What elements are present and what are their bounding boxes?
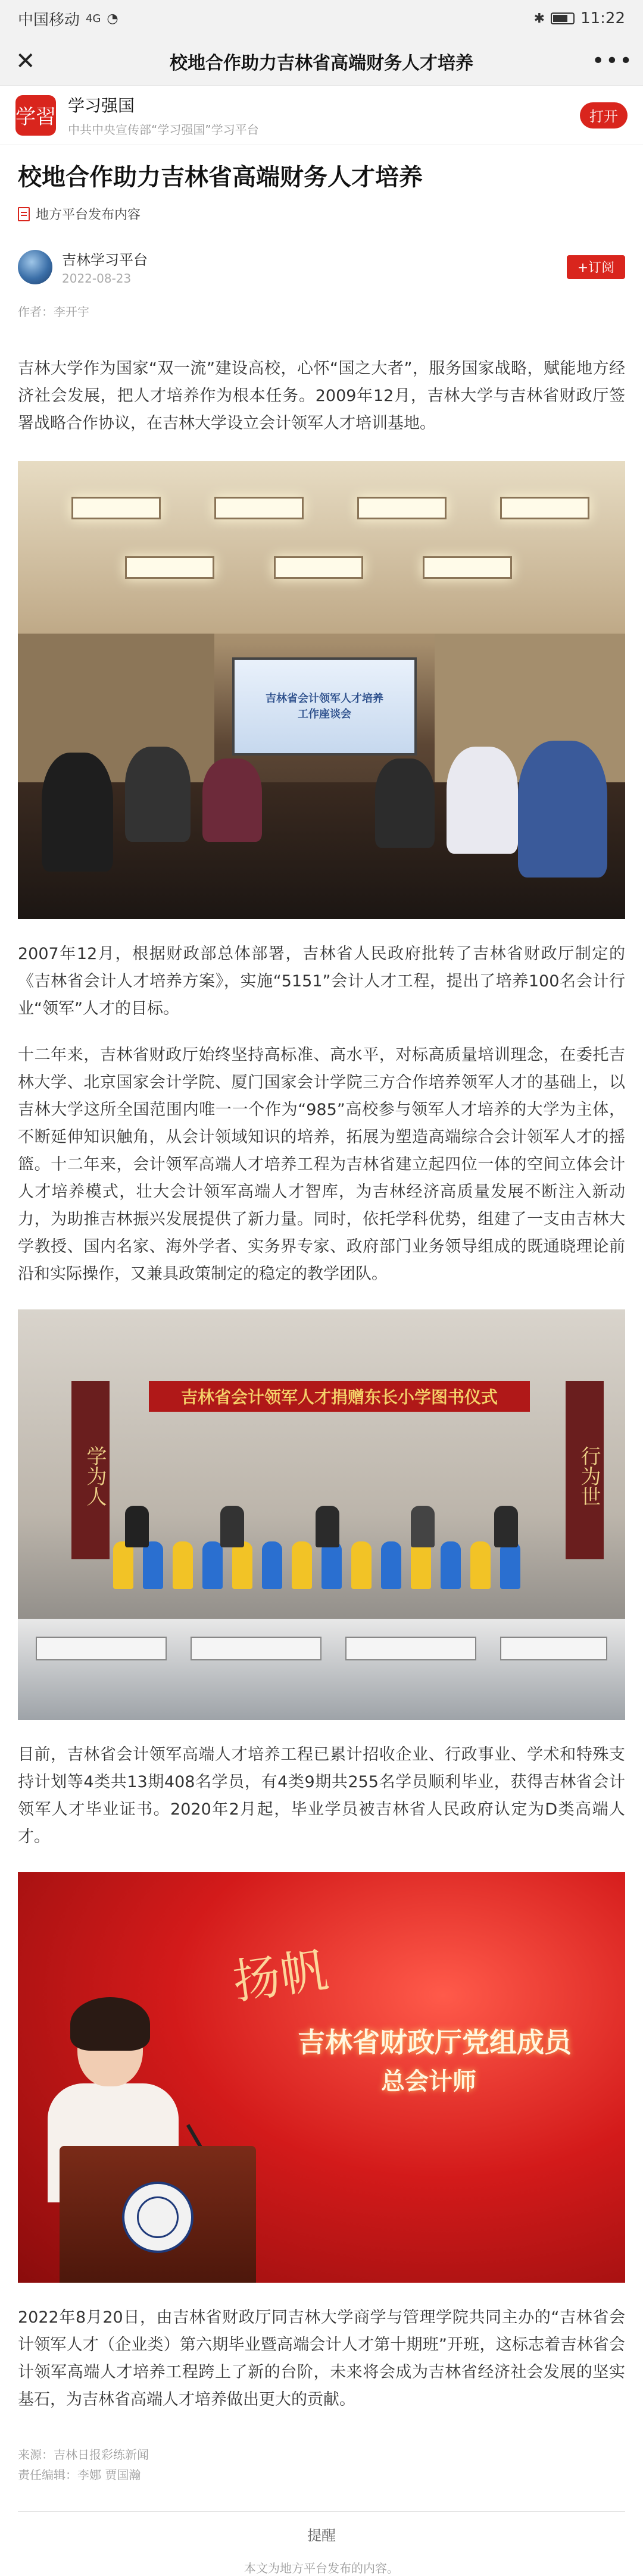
close-icon[interactable]: ✕ bbox=[15, 47, 36, 75]
desk bbox=[36, 1637, 167, 1660]
notice bbox=[18, 2511, 625, 2576]
screen-title-line2: 工作座谈会 bbox=[298, 707, 351, 720]
ceremony-photo bbox=[18, 1309, 625, 1720]
ceiling-light bbox=[357, 497, 447, 519]
bluetooth-icon: ✱ bbox=[533, 11, 545, 26]
app-name: 学习强国 bbox=[68, 96, 135, 115]
child bbox=[500, 1541, 520, 1589]
pillar-right: 行为世 bbox=[566, 1381, 604, 1559]
child bbox=[470, 1541, 491, 1589]
nav-bar bbox=[0, 37, 643, 86]
child bbox=[202, 1541, 223, 1589]
ceremony-banner bbox=[149, 1381, 530, 1412]
adult bbox=[411, 1506, 435, 1547]
university-emblem bbox=[122, 2182, 193, 2253]
desk bbox=[345, 1637, 476, 1660]
projector-screen bbox=[232, 657, 417, 756]
platform-tag bbox=[18, 205, 625, 223]
pillar-left: 学为人 bbox=[71, 1381, 110, 1559]
ceiling bbox=[18, 461, 625, 634]
notice-title: 提醒 bbox=[307, 2527, 336, 2544]
document-icon bbox=[18, 207, 30, 221]
paragraph-2: 2007年12月，根据财政部总体部署，吉林省人民政府批转了吉林省财政厅制定的《吉林省会计人才培养方案》，实施“5151”会计人才工程，提出了培养100名会计行业“领军”人才的目标。 bbox=[18, 945, 625, 1018]
meeting-photo bbox=[18, 461, 625, 919]
paragraph-3: 十二年来，吉林省财政厅始终坚持高标准、高水平，对标高质量培训理念，在委托吉林大学、北京国家会计学院、厦门国家会计学院三方合作培养领军人才的基础上，以吉林大学这所全国范围内唯一一个作为“985”高校参与领军人才培养的大学为主体，不断延伸知识触角，从会计领域知识的培养，拓展为塑造高端综合会计领军人才的摇篮。十二年来，会计领军高端人才培养工程为吉林省建立起四位一体的空间立体会计人才培养模式，壮大会计领军高端人才智库，为吉林经济高质量发展不断注入新动力，为助推吉林振兴发展提供了新力量。同时，依托学科优势，组建了一支由吉林大学教授、国内名家、海外学者、实务界专家、政府部门业务领导组成的既通晓理论前沿和实际操作，又兼具政策制定的稳定的教学团队。 bbox=[18, 1046, 625, 1283]
child bbox=[113, 1541, 133, 1589]
desk bbox=[191, 1637, 322, 1660]
child bbox=[292, 1541, 312, 1589]
editor: 责任编辑：李娜 贾国瀚 bbox=[18, 2468, 141, 2482]
adult bbox=[125, 1506, 149, 1547]
subscribe-button[interactable]: +订阅 bbox=[567, 255, 625, 279]
app-banner bbox=[0, 86, 643, 145]
ceiling-light bbox=[423, 556, 512, 579]
attendee bbox=[518, 741, 607, 878]
desks bbox=[18, 1619, 625, 1720]
speaker-photo bbox=[18, 1872, 625, 2283]
article bbox=[0, 161, 643, 2576]
paragraph-5: 2022年8月20日，由吉林省财政厅同吉林大学商学与管理学院共同主办的“吉林省会计领军人才（企业类）第六期毕业暨高端会计人才第十期班”开班，这标志着吉林省会计领军高端人才培养工程跨上了新的台阶，未来将会成为吉林省经济社会发展的坚实基石，为吉林省高端人才培养做出更大的贡献。 bbox=[18, 2308, 625, 2409]
attendee bbox=[202, 759, 262, 842]
carrier-label: 中国移动 bbox=[18, 11, 80, 29]
more-icon[interactable]: ••• bbox=[592, 49, 633, 73]
app-info bbox=[68, 93, 580, 137]
source: 来源：吉林日报彩练新闻 bbox=[18, 2447, 149, 2462]
notice-text: 本文为地方平台发布的内容。 bbox=[244, 2561, 399, 2575]
platform-tag-label: 地方平台发布内容 bbox=[36, 208, 141, 222]
adult bbox=[494, 1506, 518, 1547]
screen-text-line2: 总会计师 bbox=[381, 2067, 476, 2095]
child bbox=[351, 1541, 372, 1589]
child bbox=[262, 1541, 282, 1589]
author-info bbox=[62, 248, 567, 286]
status-left bbox=[18, 8, 118, 30]
publish-date: 2022-08-23 bbox=[62, 271, 132, 286]
attendee bbox=[125, 747, 191, 842]
nav-title: 校地合作助力吉林省高端财务人才培养 bbox=[170, 52, 473, 74]
ceremony-banner-text: 吉林省会计领军人才捐赠东长小学图书仪式 bbox=[180, 1387, 498, 1407]
adult bbox=[220, 1506, 244, 1547]
ceiling-light bbox=[125, 556, 214, 579]
paragraph-4: 目前，吉林省会计领军高端人才培养工程已累计招收企业、行政事业、学术和特殊支持计划等4类共13期408名学员，有4类9期共255名学员顺利毕业，获得吉林省会计领军人才毕业证书。2020年2月起，毕业学员被吉林省人民政府认定为D类高端人才。 bbox=[18, 1745, 625, 1846]
child bbox=[441, 1541, 461, 1589]
author-name[interactable]: 吉林学习平台 bbox=[62, 252, 148, 268]
clock: 11:22 bbox=[580, 10, 625, 27]
ceiling-light bbox=[500, 497, 589, 519]
screen-title-line1: 吉林省会计领军人才培养 bbox=[266, 692, 383, 705]
app-desc: 中共中央宣传部“学习强国”学习平台 bbox=[68, 123, 259, 137]
app-logo: 学習 bbox=[15, 95, 56, 136]
speaker-hair bbox=[70, 1997, 150, 2051]
child bbox=[232, 1541, 252, 1589]
crowd bbox=[113, 1506, 542, 1607]
child bbox=[411, 1541, 431, 1589]
attendee bbox=[42, 753, 113, 872]
attendee bbox=[447, 747, 518, 854]
attendee bbox=[375, 759, 435, 848]
child bbox=[381, 1541, 401, 1589]
screen-text-line1: 吉林省财政厅党组成员 bbox=[298, 2026, 572, 2058]
child bbox=[322, 1541, 342, 1589]
ceiling-light bbox=[71, 497, 161, 519]
adult bbox=[316, 1506, 339, 1547]
status-right bbox=[534, 10, 625, 27]
avatar[interactable] bbox=[18, 250, 52, 284]
child bbox=[173, 1541, 193, 1589]
author-row bbox=[18, 248, 625, 286]
emblem-inner bbox=[137, 2196, 179, 2238]
article-title: 校地合作助力吉林省高端财务人才培养 bbox=[18, 164, 423, 191]
signal-icon: 4G bbox=[86, 12, 101, 25]
byline: 作者：李开宇 bbox=[18, 305, 89, 319]
footer-meta bbox=[18, 2445, 625, 2485]
ceiling-light bbox=[214, 497, 304, 519]
desk bbox=[500, 1637, 607, 1660]
status-bar bbox=[0, 0, 643, 37]
calligraphy: 扬帆 bbox=[229, 1942, 332, 2010]
paragraph-1: 吉林大学作为国家“双一流”建设高校，心怀“国之大者”，服务国家战略，赋能地方经济社会发展，把人才培养作为根本任务。2009年12月，吉林大学与吉林省财政厅签署战略合作协议，在吉林大学设立会计领军人才培训基地。 bbox=[18, 359, 625, 433]
battery-icon bbox=[551, 12, 575, 24]
wifi-icon: ◔ bbox=[107, 11, 118, 26]
open-app-button[interactable]: 打开 bbox=[580, 102, 628, 129]
ceiling-light bbox=[274, 556, 363, 579]
child bbox=[143, 1541, 163, 1589]
